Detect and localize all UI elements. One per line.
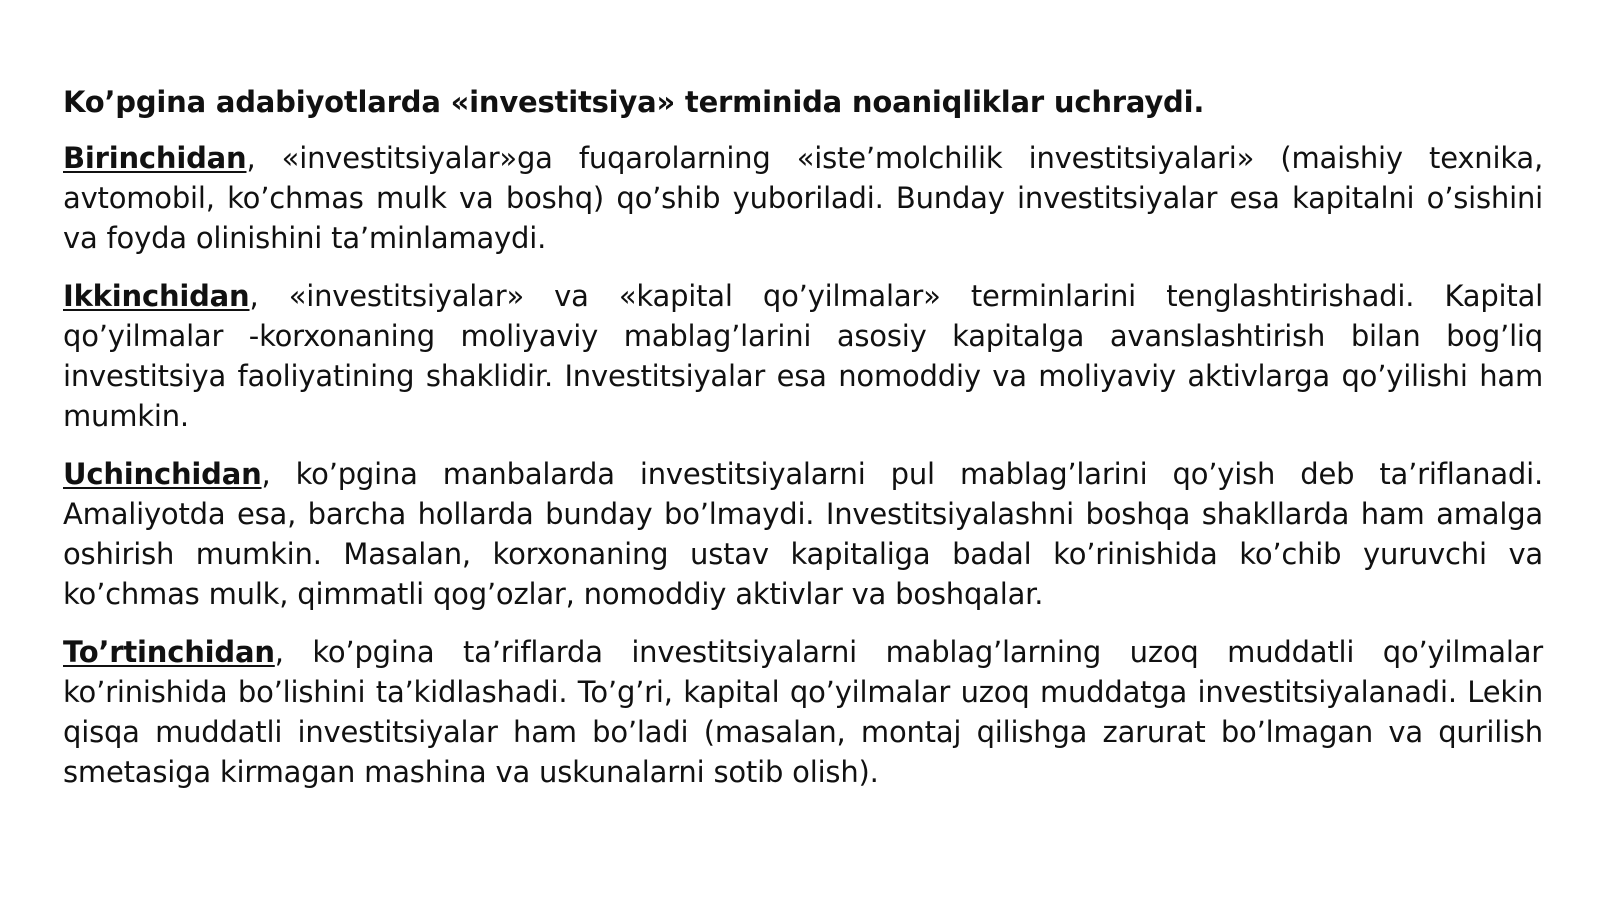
- paragraph-lead: Birinchidan: [63, 141, 247, 175]
- paragraph-lead: To’rtinchidan: [63, 635, 275, 669]
- paragraph-lead: Ikkinchidan: [63, 279, 250, 313]
- paragraph-text: , «investitsiyalar» va «kapital qo’yilmalar» terminlarini tenglashtirishadi. Kapital qo’yilmalar -korxonaning moliyaviy mablag’larini asosiy kapitalga avanslashtirish bilan bog’liq investitsiya faoliyatining shaklidir. Investitsiyalar esa nomoddiy va moliyaviy aktivlarga qo’yilishi ham mumkin.: [63, 279, 1543, 433]
- paragraph-first: [63, 138, 1543, 258]
- paragraph-fourth: [63, 632, 1543, 792]
- slide-content: [63, 82, 1543, 810]
- paragraph-text: , ko’pgina manbalarda investitsiyalarni pul mablag’larini qo’yish deb ta’riflanadi. Amaliyotda esa, barcha hollarda bunday bo’lmaydi. Investitsiyalashni boshqa shakllarda ham amalga oshirish mumkin. Masalan, korxonaning ustav kapitaliga badal ko’rinishida ko’chib yuruvchi va ko’chmas mulk, qimmatli qog’ozlar, nomoddiy aktivlar va boshqalar.: [63, 457, 1543, 611]
- paragraph-text: , ko’pgina ta’riflarda investitsiyalarni mablag’larning uzoq muddatli qo’yilmalar ko’rinishida bo’lishini ta’kidlashadi. To’g’ri, kapital qo’yilmalar uzoq muddatga investitsiyalanadi. Lekin qisqa muddatli investitsiyalar ham bo’ladi (masalan, montaj qilishga zarurat bo’lmagan va qurilish smetasiga kirmagan mashina va uskunalarni sotib olish).: [63, 635, 1543, 789]
- paragraph-third: [63, 454, 1543, 614]
- paragraph-second: [63, 276, 1543, 436]
- paragraph-lead: Uchinchidan: [63, 457, 262, 491]
- slide-heading: Ko’pgina adabiyotlarda «investitsiya» terminida noaniqliklar uchraydi.: [63, 85, 1205, 119]
- paragraph-text: , «investitsiyalar»ga fuqarolarning «iste’molchilik investitsiyalari» (maishiy texnika, avtomobil, ko’chmas mulk va boshq) qo’shib yuboriladi. Bunday investitsiyalar esa kapitalni o’sishini va foyda olinishini ta’minlamaydi.: [63, 141, 1543, 255]
